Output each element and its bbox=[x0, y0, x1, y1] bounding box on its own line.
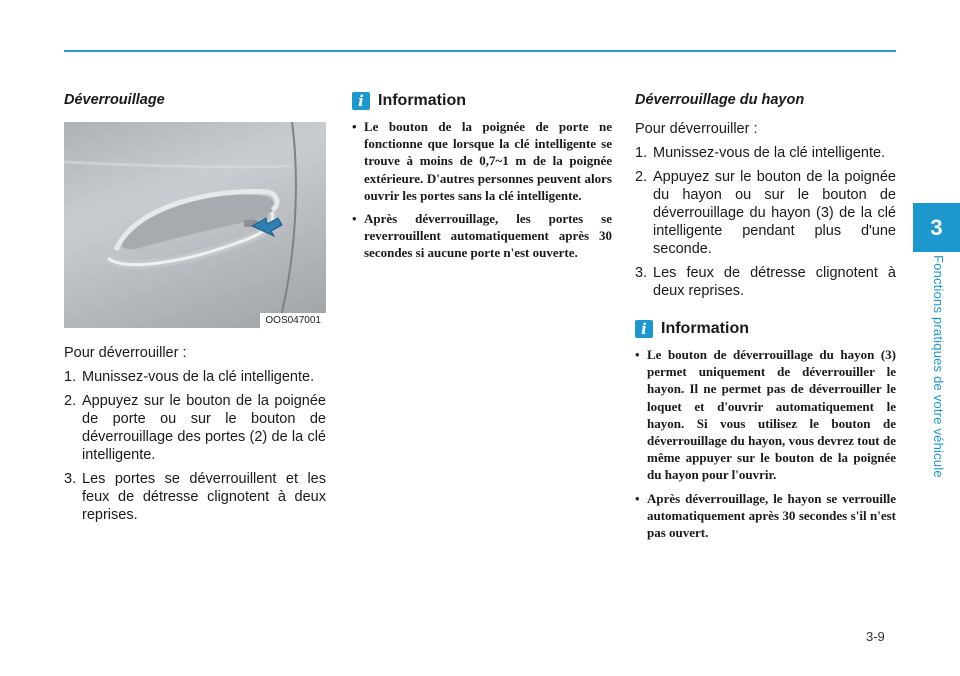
door-handle-illustration bbox=[64, 122, 326, 328]
column-tailgate-unlock bbox=[635, 92, 896, 547]
section-heading-unlock: Déverrouillage bbox=[64, 92, 165, 108]
list-item: 2. Appuyez sur le bouton de la poignée de porte ou sur le bouton de déverrouillage des portes (2) de la clé intelligente. bbox=[64, 393, 326, 463]
info-header bbox=[352, 92, 612, 110]
tailgate-steps bbox=[635, 144, 896, 300]
list-item: • Après déverrouillage, le hayon se verrouille automatiquement après 30 secondes s'il n'est pas ouvert. bbox=[635, 490, 896, 541]
section-heading-tailgate: Déverrouillage du hayon bbox=[635, 92, 805, 108]
unlock-intro: Pour déverrouiller : bbox=[64, 345, 187, 361]
header-rule bbox=[64, 50, 896, 52]
list-item: 1. Munissez-vous de la clé intelligente. bbox=[64, 369, 315, 385]
photo-reference-code: OOS047001 bbox=[260, 313, 326, 328]
list-item: • Le bouton de déverrouillage du hayon (3) permet uniquement de déverrouiller le hayon. Il ne permet pas de déverrouiller le loquet et d'ouvrir automatiquement le hayon. Si vous utilisez le bouton de déverrouillage du hayon, vous devrez tout de même appuyer sur le bouton de la poignée du hayon pour l'ouvrir. bbox=[635, 347, 896, 483]
list-item: • Le bouton de la poignée de porte ne fonctionne que lorsque la clé intelligente se trouve à moins de 0,7~1 m de la poignée extérieure. D'autres personnes peuvent alors ouvrir les portes sans la clé intelligente. bbox=[352, 119, 612, 203]
door-handle-photo bbox=[64, 122, 326, 328]
list-item: 3. Les portes se déverrouillent et les feux de détresse clignotent à deux reprises. bbox=[64, 471, 326, 523]
unlock-steps bbox=[64, 368, 326, 524]
tailgate-intro: Pour déverrouiller : bbox=[635, 121, 758, 137]
list-item: 3. Les feux de détresse clignotent à deux reprises. bbox=[635, 265, 896, 299]
chapter-tab: 3 bbox=[913, 203, 960, 252]
info-bullets bbox=[352, 118, 612, 262]
info-title: Information bbox=[661, 320, 749, 337]
column-information-1 bbox=[352, 92, 612, 268]
info-bullets bbox=[635, 346, 896, 541]
list-item: • Après déverrouillage, les portes se reverrouillent automatiquement après 30 secondes si aucune porte n'est ouverte. bbox=[352, 211, 612, 261]
info-title: Information bbox=[378, 92, 466, 109]
list-item: 1. Munissez-vous de la clé intelligente. bbox=[635, 145, 886, 161]
info-icon: i bbox=[352, 92, 370, 110]
chapter-title: Fonctions pratiques de votre véhicule bbox=[931, 255, 946, 478]
info-icon: i bbox=[635, 320, 653, 338]
info-header bbox=[635, 320, 896, 338]
column-door-unlock bbox=[64, 92, 326, 530]
list-item: 2. Appuyez sur le bouton de la poignée du hayon ou sur le bouton de déverrouillage du hayon (3) de la clé intelligente pendant plus d'une seconde. bbox=[635, 169, 896, 257]
page-number: 3-9 bbox=[866, 629, 885, 644]
